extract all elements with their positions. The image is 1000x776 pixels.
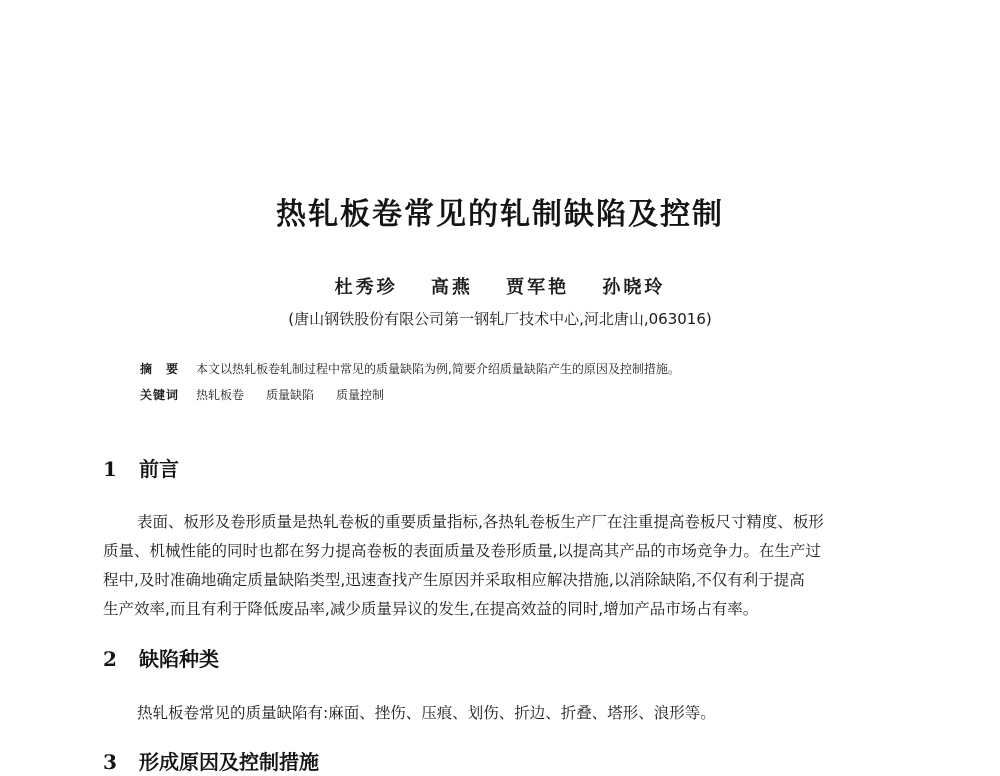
abstract-text: 本文以热轧板卷轧制过程中常见的质量缺陷为例,简要介绍质量缺陷产生的原因及控制措施。 [196,362,680,376]
section-title: 前言 [139,457,179,481]
paper-title: 热轧板卷常见的轧制缺陷及控制 [276,197,724,232]
section-heading [103,748,319,776]
paragraph-line: 质量、机械性能的同时也都在努力提高卷板的表面质量及卷形质量,以提高其产品的市场竞争力。在生产过 [103,542,821,560]
section-title: 缺陷种类 [139,647,219,671]
section-paragraph [103,508,903,624]
section-heading [103,645,219,673]
paragraph-line: 程中,及时准确地确定质量缺陷类型,迅速查找产生原因并采取相应解决措施,以消除缺陷,不仅有利于提高 [103,571,805,589]
paragraph-line: 热轧板卷常见的质量缺陷有:麻面、挫伤、压痕、划伤、折边、折叠、塔形、浪形等。 [137,704,716,722]
section-number: 3 [103,750,117,774]
keywords-label: 关键词 [140,388,180,402]
paragraph-line: 生产效率,而且有利于降低废品率,减少质量异议的发生,在提高效益的同时,增加产品市场占有率。 [103,600,759,618]
paragraph-line: 表面、板形及卷形质量是热轧卷板的重要质量指标,各热轧卷板生产厂在注重提高卷板尺寸精度、板形 [137,513,824,531]
author-name: 孙晓玲 [602,277,666,298]
section-heading [103,455,179,483]
section-number: 2 [103,647,117,671]
abstract [140,360,680,378]
abstract-label: 摘 要 [140,362,180,376]
keyword: 质量缺陷 [266,388,315,402]
author-list [0,275,1000,301]
keyword: 热轧板卷 [196,388,245,402]
author-name: 贾军艳 [506,277,570,298]
author-name: 高燕 [430,277,473,298]
keyword: 质量控制 [336,388,385,402]
section-paragraph [103,699,903,728]
author-name: 杜秀珍 [334,277,398,298]
section-title: 形成原因及控制措施 [139,750,319,774]
section-number: 1 [103,457,117,481]
keywords [140,386,406,404]
author-affiliation: (唐山钢铁股份有限公司第一钢轧厂技术中心,河北唐山,063016) [288,310,712,328]
